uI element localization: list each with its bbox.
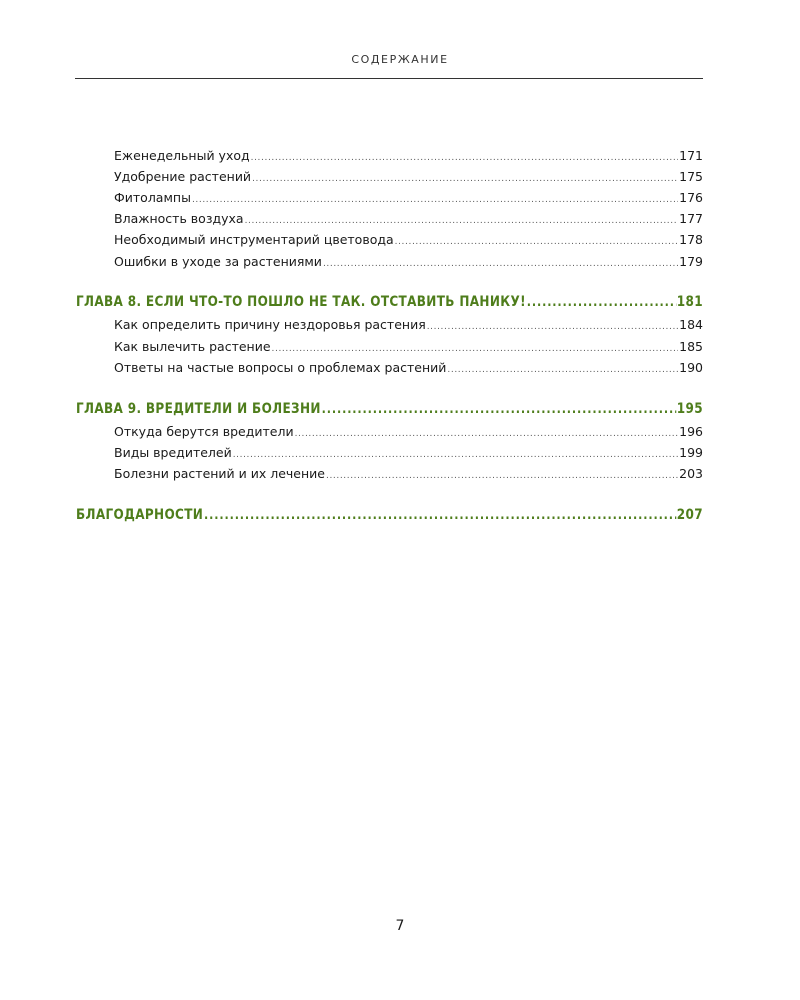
toc-entry-page: 178: [679, 232, 703, 247]
toc-entry-label: Еженедельный уход: [114, 148, 250, 163]
dot-leader: [272, 345, 679, 354]
dot-leader: [233, 451, 678, 460]
toc-entry[interactable]: [114, 360, 703, 378]
toc-entry-label: Как определить причину нездоровья растения: [114, 317, 426, 332]
dot-leader: [395, 238, 679, 247]
dot-leader: [252, 175, 678, 184]
dot-leader: [245, 217, 679, 226]
toc-entry-page: 185: [679, 339, 703, 354]
toc-entry-page: 177: [679, 211, 703, 226]
toc-chapter-page: 195: [676, 401, 703, 417]
toc-entry-page: 176: [679, 190, 703, 205]
toc-entry[interactable]: [114, 254, 703, 272]
dot-leader: [427, 323, 678, 332]
dot-leader: [192, 196, 678, 205]
toc-entry-page: 175: [679, 169, 703, 184]
toc-chapter-page: 181: [676, 294, 703, 310]
dot-leader: [322, 403, 676, 416]
toc-entry-label: Ошибки в уходе за растениями: [114, 254, 322, 269]
toc-chapter-label: ГЛАВА 8. ЕСЛИ ЧТО-ТО ПОШЛО НЕ ТАК. ОТСТАВИТЬ ПАНИКУ!: [76, 294, 526, 310]
toc-entry-label: Болезни растений и их лечение: [114, 466, 325, 481]
toc-entry-page: 179: [679, 254, 703, 269]
toc-entry[interactable]: [114, 317, 703, 335]
page-number: 7: [395, 918, 405, 934]
toc-chapter-label: БЛАГОДАРНОСТИ: [76, 507, 204, 523]
toc-entry[interactable]: [114, 232, 703, 250]
toc-chapter-8[interactable]: [76, 294, 703, 314]
dot-leader: [251, 154, 679, 163]
toc-entry[interactable]: [114, 190, 703, 208]
toc-entry[interactable]: [114, 148, 703, 166]
toc-entry-label: Влажность воздуха: [114, 211, 244, 226]
toc-entry[interactable]: [114, 466, 703, 484]
running-head: СОДЕРЖАНИЕ: [351, 53, 449, 66]
dot-leader: [326, 472, 678, 481]
toc-entry[interactable]: [114, 424, 703, 442]
dot-leader: [527, 296, 676, 309]
toc-chapter-9[interactable]: [76, 401, 703, 421]
toc-entry-page: 203: [679, 466, 703, 481]
dot-leader: [295, 430, 679, 439]
toc-entry-label: Необходимый инструментарий цветовода: [114, 232, 394, 247]
toc-entry-page: 196: [679, 424, 703, 439]
toc-entry-label: Фитолампы: [114, 190, 191, 205]
dot-leader: [204, 509, 676, 522]
header-rule: [75, 78, 703, 79]
toc-entry[interactable]: [114, 169, 703, 187]
toc-entry-label: Виды вредителей: [114, 445, 232, 460]
dot-leader: [323, 260, 678, 269]
toc-entry-label: Откуда берутся вредители: [114, 424, 294, 439]
toc-entry-page: 199: [679, 445, 703, 460]
toc-entry-page: 184: [679, 317, 703, 332]
toc-entry[interactable]: [114, 339, 703, 357]
toc-chapter-page: 207: [676, 507, 703, 523]
toc-entry-label: Удобрение растений: [114, 169, 252, 184]
dot-leader: [447, 366, 678, 375]
toc-entry-label: Как вылечить растение: [114, 339, 271, 354]
toc-entry[interactable]: [114, 445, 703, 463]
toc-acknowledgements[interactable]: [76, 507, 703, 527]
toc-entry-label: Ответы на частые вопросы о проблемах растений: [114, 360, 447, 375]
toc-entry-page: 190: [679, 360, 703, 375]
toc-chapter-label: ГЛАВА 9. ВРЕДИТЕЛИ И БОЛЕЗНИ: [76, 401, 321, 417]
toc-entry[interactable]: [114, 211, 703, 229]
toc-entry-page: 171: [679, 148, 703, 163]
